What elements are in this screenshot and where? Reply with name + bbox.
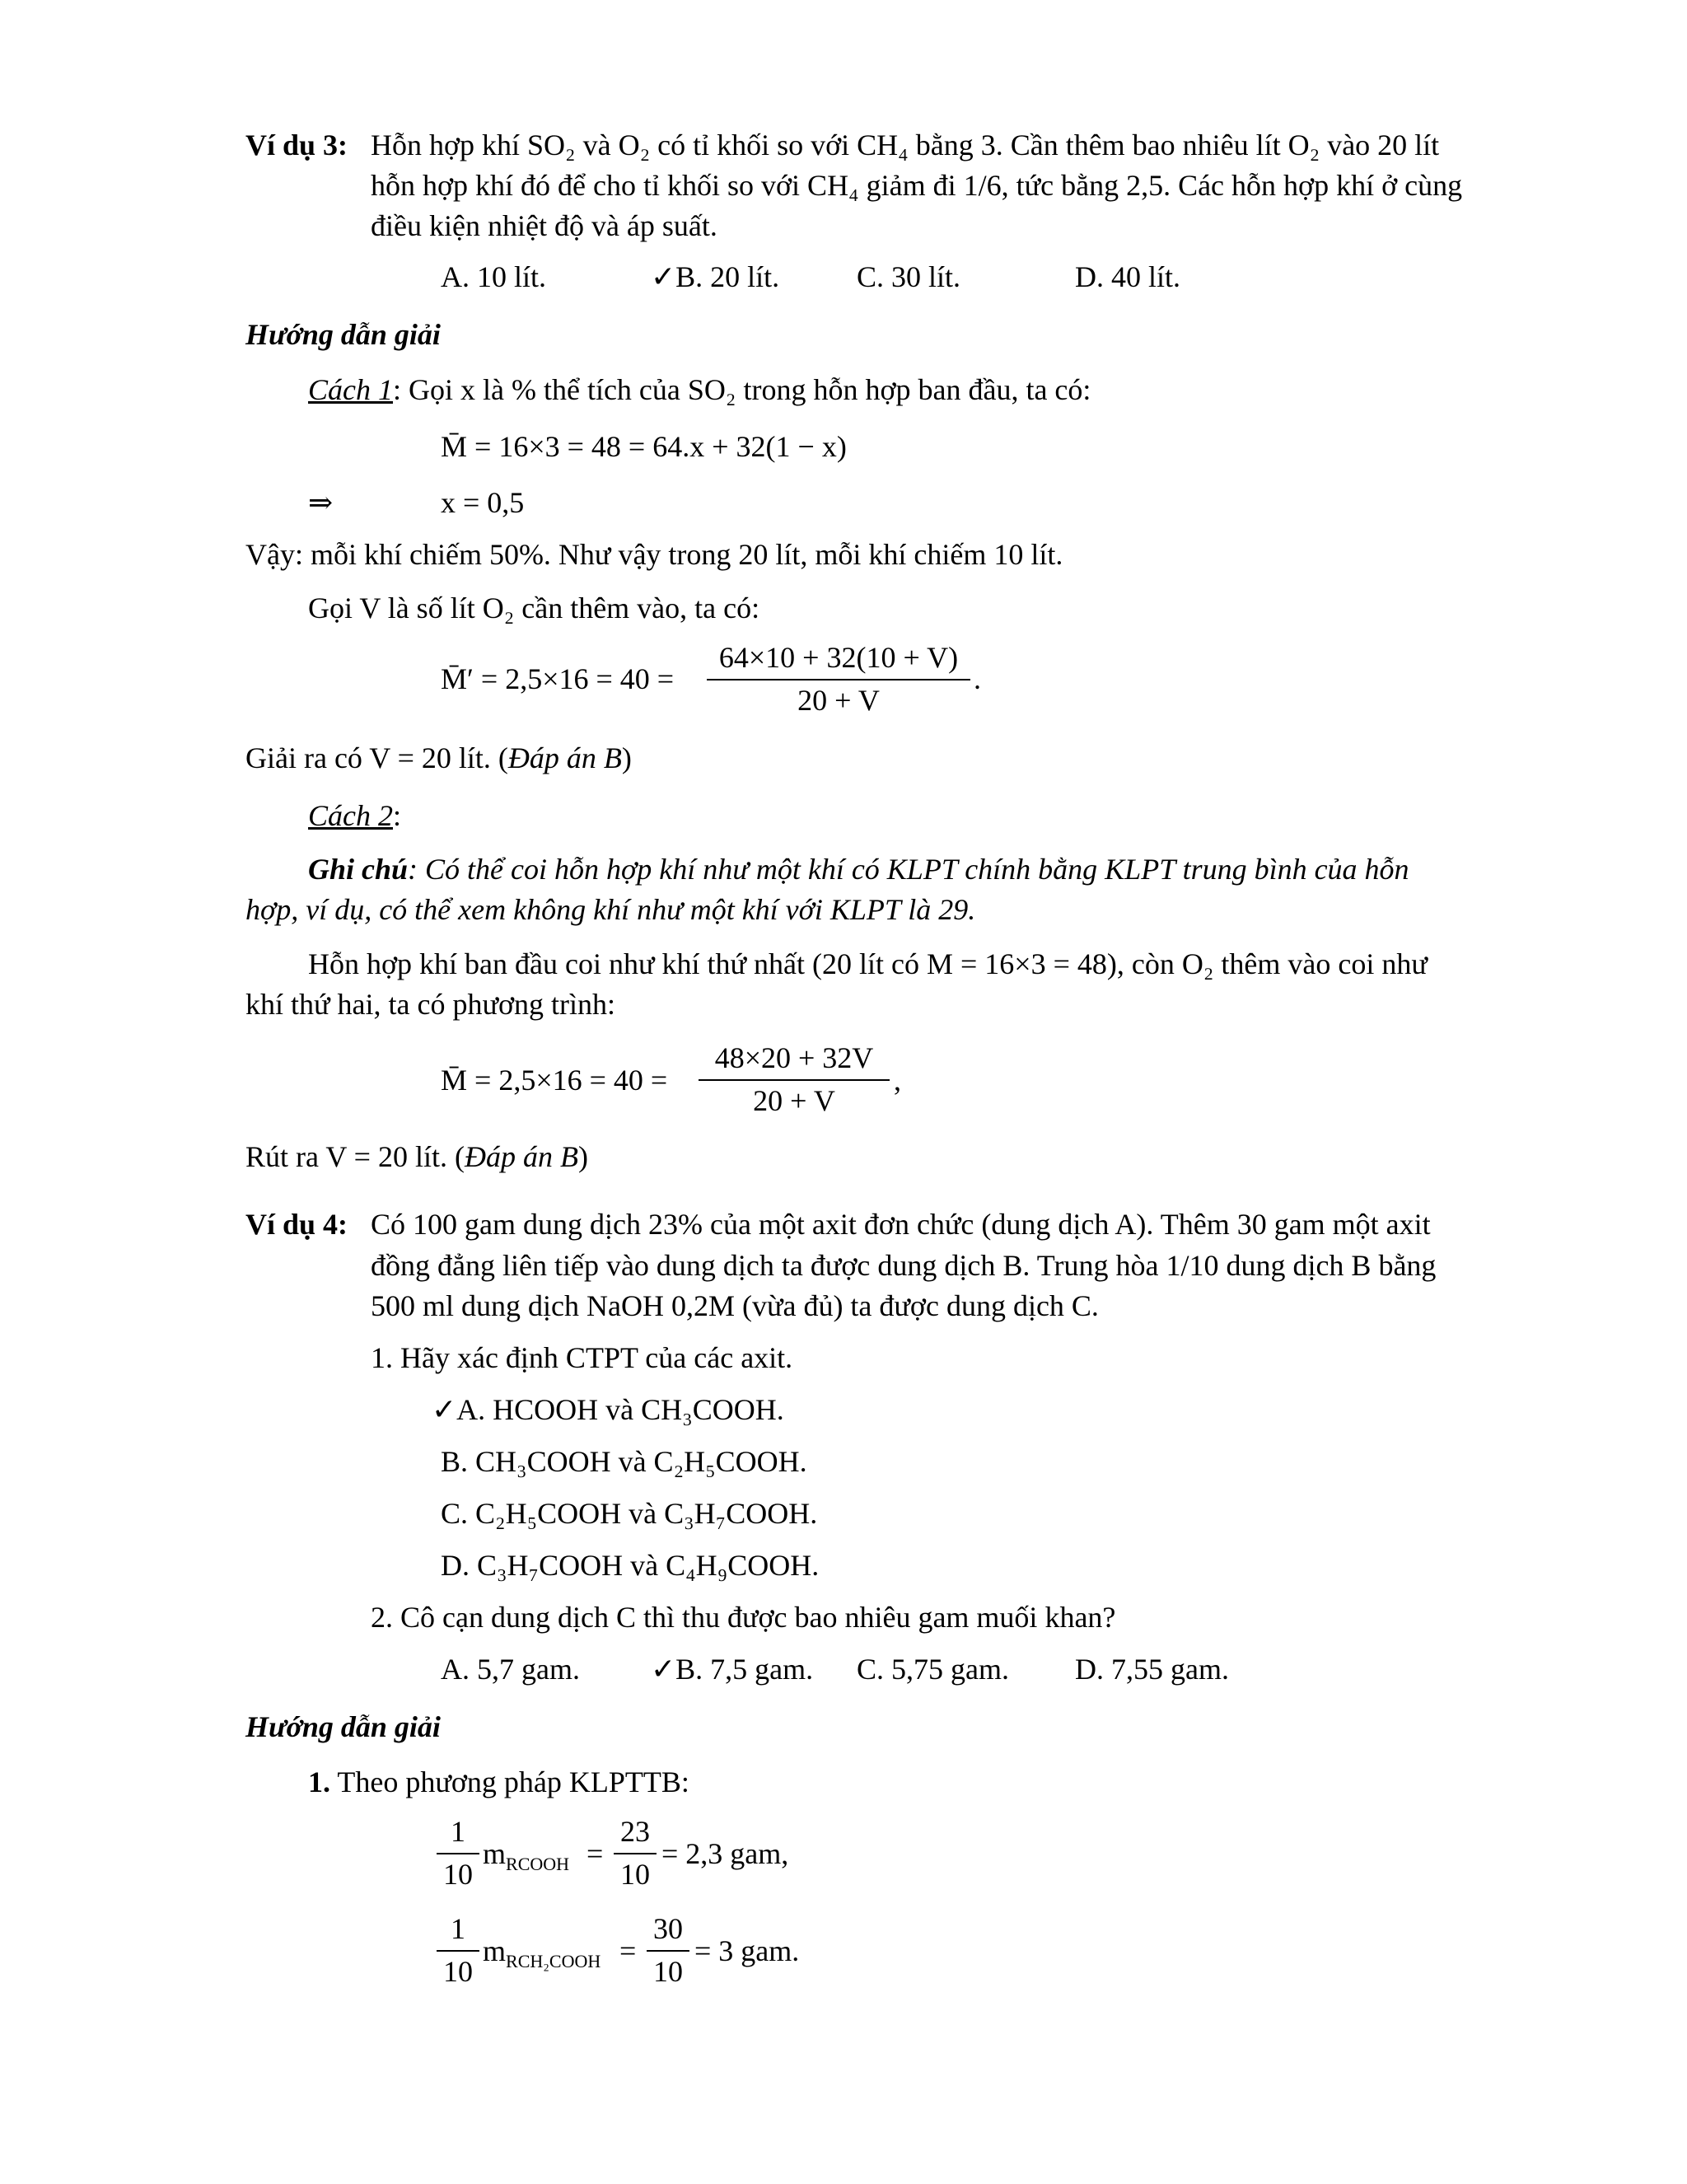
- formula-2-equals: =: [619, 1934, 637, 1967]
- q1-option-a-correct: ✓A. HCOOH và CH₃COOH.: [432, 1393, 784, 1426]
- paragraph-line-1: Hỗn hợp khí ban đầu coi như khí thứ nhất (20 lít có M = 16×3 = 48), còn O₂ thêm vào coi như: [308, 947, 1428, 980]
- step-1-text: Theo phương pháp KLPTTB:: [330, 1765, 689, 1798]
- q1-option-b: B. CH₃COOH và C₂H₅COOH.: [441, 1445, 807, 1478]
- formula-1-coefficient-den: 10: [443, 1858, 473, 1891]
- formula-1-equals: =: [586, 1837, 604, 1870]
- option-b-correct: ✓B. 20 lít.: [651, 260, 780, 293]
- formula-2-coefficient-den: 10: [443, 1955, 473, 1988]
- result-2-answer: Đáp án B: [464, 1140, 578, 1173]
- result-1-text: Giải ra có V = 20 lít. (: [245, 741, 508, 774]
- formula-2-result: = 3 gam.: [694, 1934, 800, 1967]
- result-1: [245, 743, 632, 773]
- option-c: C. 30 lít.: [857, 260, 961, 293]
- step-1-number: 1.: [308, 1765, 330, 1798]
- equation-4-numerator: 48×20 + 32V: [714, 1041, 874, 1074]
- example-4-label: Ví dụ 4:: [245, 1208, 348, 1241]
- solution-heading: Hướng dẫn giải: [245, 318, 441, 351]
- result-1-answer: Đáp án B: [507, 741, 622, 774]
- q2-option-a: A. 5,7 gam.: [441, 1653, 580, 1686]
- mass-subscript: RCH₂COOH: [506, 1951, 601, 1972]
- q2-option-c: C. 5,75 gam.: [857, 1653, 1009, 1686]
- note-line-1: [308, 854, 1409, 884]
- implies-symbol: ⇒: [308, 486, 334, 519]
- option-a: A. 10 lít.: [441, 260, 547, 293]
- equation-1: M̄ = 16×3 = 48 = 64.x + 32(1 − x): [441, 430, 847, 463]
- formula-2-numerator: 30: [653, 1912, 683, 1945]
- mass-symbol: m: [483, 1934, 507, 1967]
- mass-subscript: RCOOH: [506, 1854, 570, 1875]
- formula-1-coefficient-num: 1: [451, 1815, 465, 1848]
- example-3-label: Ví dụ 3:: [245, 129, 348, 161]
- q2-option-d: D. 7,55 gam.: [1075, 1653, 1229, 1686]
- formula-1-coefficient: [437, 1817, 479, 1889]
- each-gas-line: Vậy: mỗi khí chiếm 50%. Như vậy trong 20 lít, mỗi khí chiếm 10 lít.: [245, 538, 1063, 571]
- example-3-line-3: điều kiện nhiệt độ và áp suất.: [371, 209, 717, 242]
- solution-heading-2: Hướng dẫn giải: [245, 1710, 441, 1743]
- mass-symbol: m: [483, 1837, 507, 1870]
- example-3-line-2: hỗn hợp khí đó để cho tỉ khối so với CH₄ giảm đi 1/6, tức bằng 2,5. Các hỗn hợp khí ở cùng: [371, 169, 1463, 202]
- method-2-colon: :: [393, 799, 402, 832]
- q1-option-d: D. C₃H₇COOH và C₄H₉COOH.: [441, 1549, 820, 1582]
- result-2: [245, 1142, 588, 1172]
- equation-4-denominator: 20 + V: [753, 1084, 835, 1117]
- step-1-line: [308, 1767, 689, 1797]
- paragraph-line-2: khí thứ hai, ta có phương trình:: [245, 988, 615, 1021]
- formula-1-mass: [483, 1839, 569, 1873]
- formula-1-numerator: 23: [620, 1815, 650, 1848]
- equation-4-end: ,: [894, 1064, 901, 1097]
- equation-4-fraction: [699, 1043, 890, 1115]
- note-text-1: : Có thể coi hỗn hợp khí như một khí có KLPT chính bằng KLPT trung bình của hỗn: [408, 853, 1409, 886]
- equation-3-numerator: 64×10 + 32(10 + V): [718, 641, 959, 674]
- question-1: 1. Hãy xác định CTPT của các axit.: [371, 1341, 793, 1374]
- equation-3-denominator: 20 + V: [797, 684, 880, 717]
- result-1-close: ): [621, 741, 632, 774]
- note-line-2: hợp, ví dụ, có thể xem không khí như một khí với KLPT là 29.: [245, 893, 976, 926]
- equation-3-end: .: [974, 662, 981, 695]
- formula-2-coefficient: [437, 1914, 479, 1986]
- example-4-line-2: đồng đẳng liên tiếp vào dung dịch ta được dung dịch B. Trung hòa 1/10 dung dịch B bằng: [371, 1249, 1437, 1282]
- result-2-close: ): [577, 1140, 588, 1173]
- formula-1-fraction: [614, 1817, 657, 1889]
- define-v-line: Gọi V là số lít O₂ cần thêm vào, ta có:: [308, 592, 760, 624]
- example-3-line-1: Hỗn hợp khí SO₂ và O₂ có tỉ khối so với CH₄ bằng 3. Cần thêm bao nhiêu lít O₂ vào 20 lít: [371, 129, 1440, 161]
- result-2-text: Rút ra V = 20 lít. (: [245, 1140, 465, 1173]
- formula-2-mass: [483, 1936, 600, 1971]
- equation-3-fraction: [707, 643, 970, 715]
- example-4-line-1: Có 100 gam dung dịch 23% của một axit đơn chức (dung dịch A). Thêm 30 gam một axit: [371, 1208, 1431, 1241]
- equation-2: x = 0,5: [441, 486, 525, 519]
- method-1-text: : Gọi x là % thể tích của SO₂ trong hỗn hợp ban đầu, ta có:: [393, 373, 1091, 406]
- method-1-label: Cách 1: [308, 373, 393, 406]
- note-label: Ghi chú: [308, 853, 409, 886]
- formula-2-coefficient-num: 1: [451, 1912, 465, 1945]
- option-d: D. 40 lít.: [1075, 260, 1181, 293]
- formula-2-fraction: [647, 1914, 689, 1986]
- equation-4-left: M̄ = 2,5×16 = 40 =: [441, 1064, 668, 1097]
- formula-1-denominator: 10: [620, 1858, 650, 1891]
- question-2: 2. Cô cạn dung dịch C thì thu được bao nhiêu gam muối khan?: [371, 1601, 1116, 1634]
- equation-3-left: M̄′ = 2,5×16 = 40 =: [441, 662, 675, 695]
- q1-option-c: C. C₂H₅COOH và C₃H₇COOH.: [441, 1497, 818, 1530]
- method-2-line: [308, 801, 401, 830]
- method-1-line: [308, 375, 1091, 405]
- formula-1-result: = 2,3 gam,: [661, 1837, 789, 1870]
- formula-2-denominator: 10: [653, 1955, 683, 1988]
- method-2-label: Cách 2: [308, 799, 393, 832]
- example-4-line-3: 500 ml dung dịch NaOH 0,2M (vừa đủ) ta được dung dịch C.: [371, 1289, 1099, 1322]
- q2-option-b-correct: ✓B. 7,5 gam.: [651, 1653, 814, 1686]
